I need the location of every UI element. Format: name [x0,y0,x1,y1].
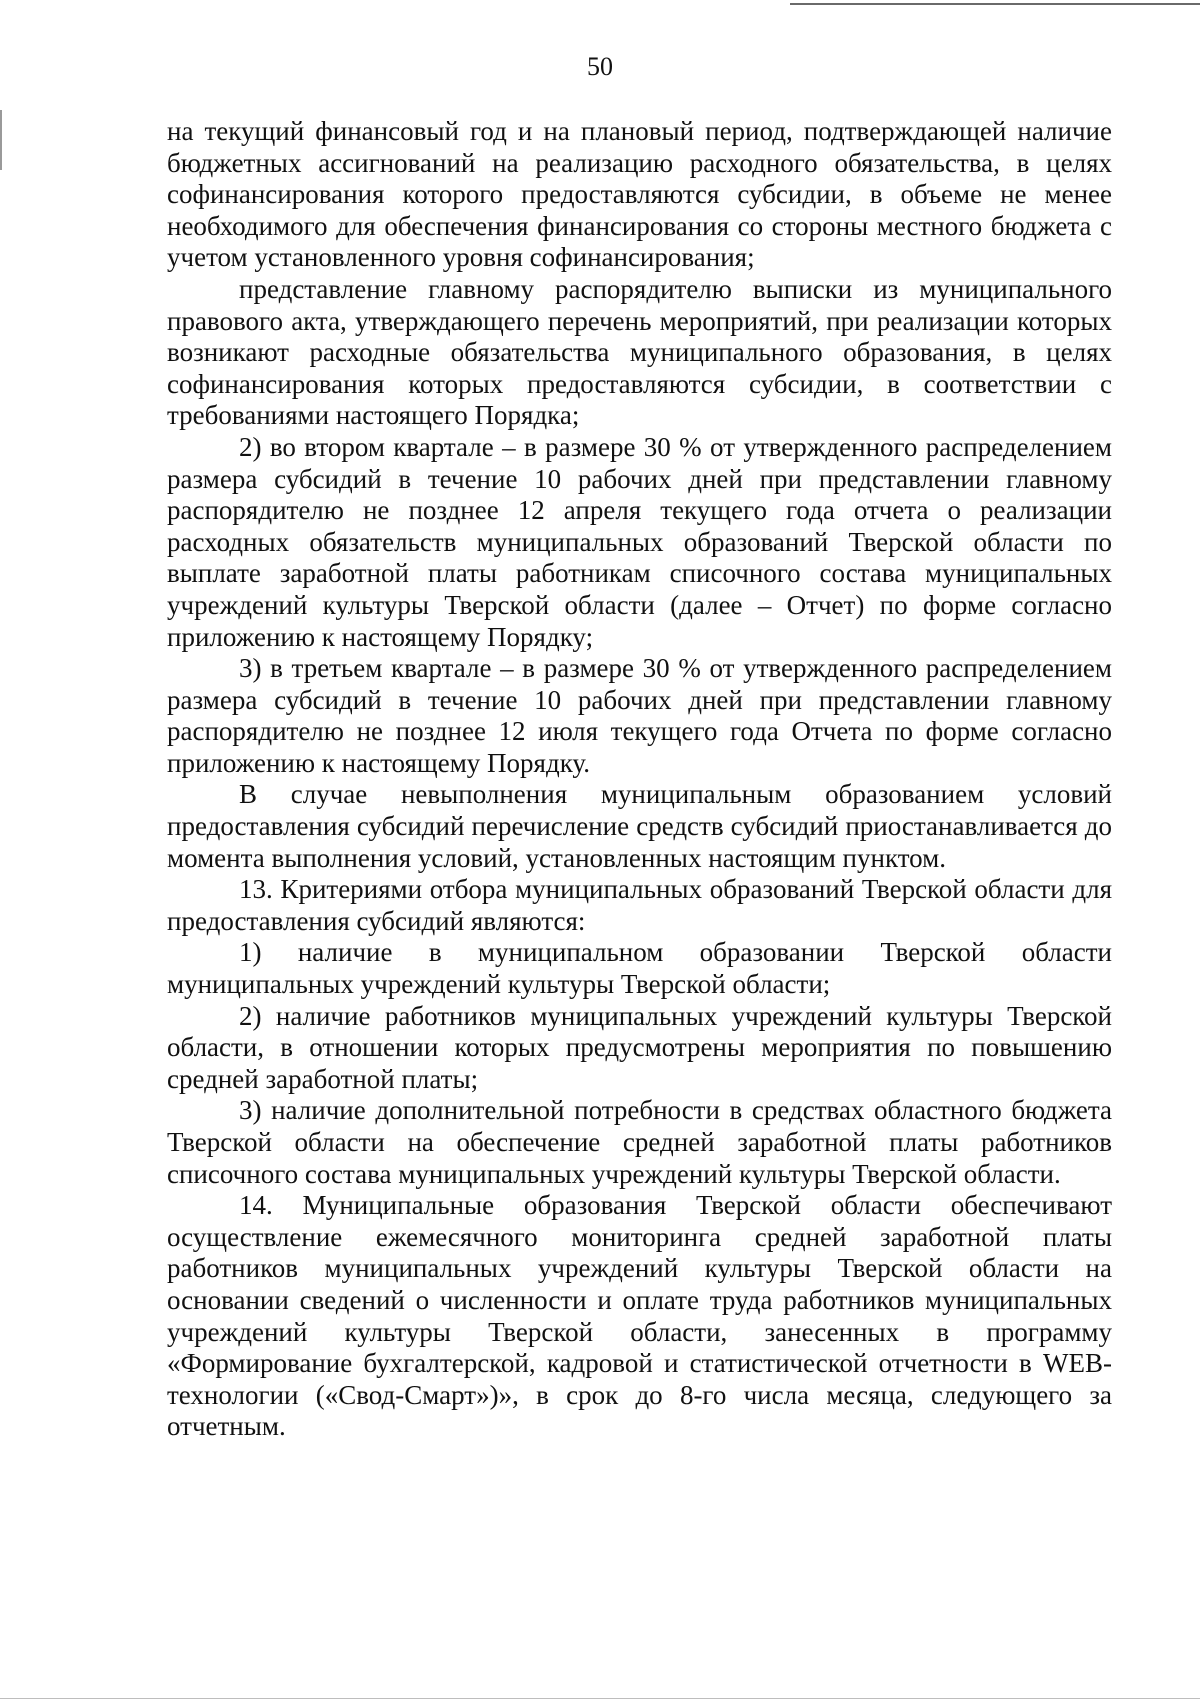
paragraph-criterion-2: 2) наличие работников муниципальных учреждений культуры Тверской области, в отношении которых предусмотрены мероприятия по повышению средней заработной платы; [167,1000,1112,1094]
paragraph-third-quarter: 3) в третьем квартале – в размере 30 % от утвержденного распределением размера субсидий в течение 10 рабочих дней при представлении главному распорядителю не позднее 12 июля текущего года Отчета по форме согласно приложению к настоящему Порядку. [167,653,1112,778]
paragraph-municipal-act-extract: представление главному распорядителю выписки из муниципального правового акта, утверждающего перечень мероприятий, при реализации которых возникают расходные обязательства муниципального образования, в целях софинансирования которых предоставляются субсидии, в соответствии с требованиями настоящего Порядка; [167,273,1112,431]
paragraph-criterion-3: 3) наличие дополнительной потребности в средствах областного бюджета Тверской области на обеспечение средней заработной платы работников списочного состава муниципальных учреждений культуры Тверской области. [167,1095,1112,1189]
paragraph-second-quarter: 2) во втором квартале – в размере 30 % от утвержденного распределением размера субсидий в течение 10 рабочих дней при представлении главному распорядителю не позднее 12 апреля текущего года отчета о реализации расходных обязательств муниципальных образований Тверской области по выплате заработной платы работникам списочного состава муниципальных учреждений культуры Тверской области (далее – Отчет) по форме согласно приложению к настоящему Порядку; [167,431,1112,652]
scan-bottom-line [0,1698,1200,1699]
page-number: 50 [587,52,613,81]
scan-border-line [790,3,1200,5]
paragraph-suspension: В случае невыполнения муниципальным образованием условий предоставления субсидий перечисление средств субсидий приостанавливается до момента выполнения условий, установленных настоящим пунктом. [167,779,1112,873]
scan-edge-mark [0,110,2,170]
paragraph-item-13-criteria: 13. Критериями отбора муниципальных образований Тверской области для предоставления субсидий являются: [167,874,1112,936]
document-body [167,116,1112,1443]
paragraph-criterion-1: 1) наличие в муниципальном образовании Тверской области муниципальных учреждений культуры Тверской области; [167,937,1112,1000]
paragraph-item-14-monitoring: 14. Муниципальные образования Тверской области обеспечивают осуществление ежемесячного мониторинга средней заработной платы работников муниципальных учреждений культуры Тверской области на основании сведений о численности и оплате труда работников муниципальных учреждений культуры Тверской области, занесенных в программу «Формирование бухгалтерской, кадровой и статистической отчетности в WEB-технологии («Свод-Смарт»)», в срок до 8-го числа месяца, следующего за отчетным. [167,1190,1112,1442]
paragraph-continuation: на текущий финансовый год и на плановый период, подтверждающей наличие бюджетных ассигнований на реализацию расходного обязательства, в целях софинансирования которого предоставляются субсидии, в объеме не менее необходимого для обеспечения финансирования со стороны местного бюджета с учетом установленного уровня софинансирования; [167,116,1112,273]
